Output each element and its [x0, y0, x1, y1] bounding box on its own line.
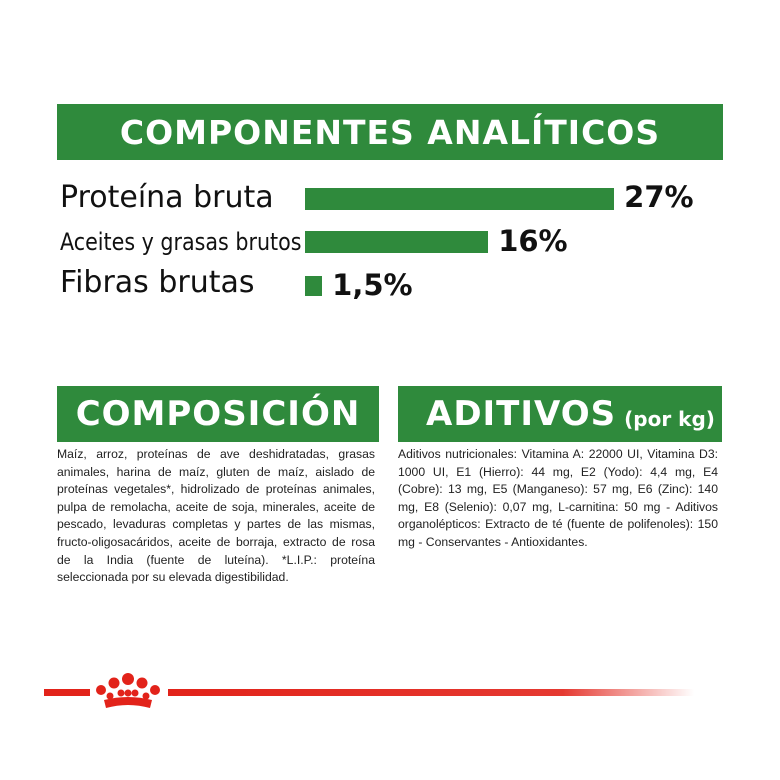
- additives-title: ADITIVOS: [426, 394, 617, 434]
- composition-title: COMPOSICIÓN: [75, 394, 361, 434]
- fiber-value: 1,5%: [332, 268, 413, 302]
- analytic-components-banner: [57, 104, 723, 160]
- analytic-components-title: COMPONENTES ANALÍTICOS: [119, 112, 661, 152]
- fat-value: 16%: [498, 224, 568, 258]
- divider-line-left: [44, 689, 90, 696]
- composition-banner: [57, 386, 379, 442]
- crown-icon: [96, 673, 160, 708]
- fat-bar: [305, 231, 488, 253]
- fiber-bar: [305, 276, 322, 296]
- additives-title-unit: (por kg): [624, 407, 715, 431]
- protein-value: 27%: [624, 180, 694, 214]
- protein-label: Proteína bruta: [60, 180, 274, 215]
- additives-banner: [398, 386, 722, 442]
- fiber-label: Fibras brutas: [60, 265, 255, 300]
- composition-text: Maíz, arroz, proteínas de ave deshidratadas, grasas animales, harina de maíz, gluten de maíz, aislado de proteínas vegetales*, hidrolizado de proteínas animales, pulpa de remolacha, aceite de soja, minerales, aceite de pescado, levaduras completas y partes de las mismas, fructo-oligosacáridos, aceite de borraja, extracto de rosa de la India (fuente de luteína). *L.I.P.: proteína seleccionada por su elevada digestibilidad.: [57, 447, 375, 585]
- fat-label: Aceites y grasas brutos: [60, 228, 302, 256]
- additives-text: Aditivos nutricionales: Vitamina A: 22000 UI, Vitamina D3: 1000 UI, E1 (Hierro): 44 mg, E2 (Yodo): 4,4 mg, E4 (Cobre): 13 mg, E5 (Manganeso): 57 mg, E6 (Zinc): 140 mg, E8 (Selenio): 0,07 mg, L-carnitina: 50 mg - Aditivos organolépticos: Extracto de té (fuente de polifenoles): 150 mg - Conservantes - Antioxidantes.: [398, 447, 718, 549]
- protein-bar: [305, 188, 614, 210]
- divider-line-right: [168, 689, 694, 696]
